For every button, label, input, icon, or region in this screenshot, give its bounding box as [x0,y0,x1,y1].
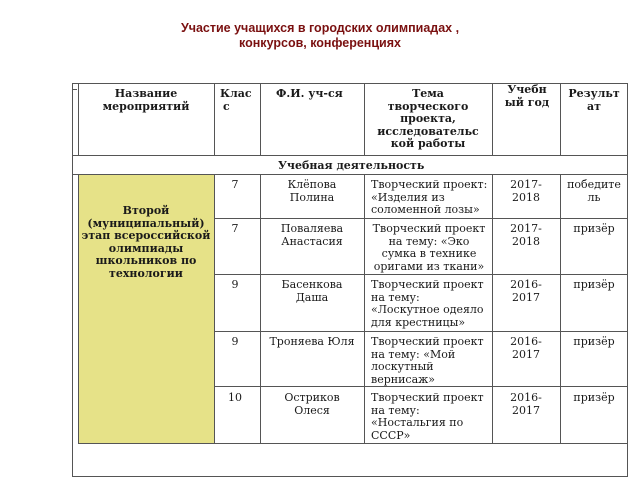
row-topic: Творческий проект на тему: «Эко сумка в технике оригами из ткани» [372,222,486,273]
grid-line [214,218,628,219]
header-grade: Клас с [220,87,252,113]
row-result: победите ль [567,178,621,204]
row-topic: Творческий проект: «Изделия из соломенной лозы» [371,178,488,216]
row-topic: Творческий проект на тему: «Мой лоскутный вернисаж» [371,335,484,386]
row-grade: 9 [231,278,239,291]
row-student: Остриков Олеся [284,391,340,417]
row-result: призёр [573,278,615,291]
grid-line [260,174,261,444]
grid-line [214,274,628,275]
row-student: Басенкова Даша [281,278,343,304]
row-grade: 7 [231,178,239,191]
row-topic: Творческий проект на тему: «Ностальгия по СССР» [371,391,484,442]
row-year: 2016- 2017 [510,278,542,304]
row-grade: 7 [231,222,239,235]
event-name: Второй (муниципальный) этап всероссийской олимпиады школьников по технологии [81,204,211,280]
grid-line [72,83,73,477]
grid-line [492,83,493,155]
row-student: Троняева Юля [269,335,355,348]
grid-line [214,386,628,387]
grid-line [364,83,365,155]
grid-line [72,476,628,477]
page-title-line-1: Участие учащихся в городских олимпиадах , [180,21,460,35]
grid-line [627,83,628,477]
grid-line [364,174,365,444]
row-result: призёр [573,335,615,348]
header-result: Результ ат [568,87,620,113]
row-topic: Творческий проект на тему: «Лоскутное одеяло для крестницы» [371,278,484,329]
row-result: призёр [573,391,615,404]
row-grade: 10 [228,391,242,404]
row-year: 2017- 2018 [510,178,542,204]
grid-line [260,83,261,155]
grid-line [214,174,215,444]
header-topic: Тема творческого проекта, исследовательс кой работы [377,87,479,150]
grid-line [214,83,215,155]
grid-line [72,174,628,175]
grid-line [72,155,628,156]
grid-line [214,331,628,332]
grid-line [78,83,79,155]
row-grade: 9 [231,335,239,348]
section-label: Учебная деятельность [278,159,425,172]
row-result: призёр [573,222,615,235]
header-year: Учебн ый год [504,83,550,109]
row-student: Клёпова Полина [287,178,337,204]
header-student: Ф.И. уч-ся [276,87,343,100]
page-title-line-2: конкурсов, конференциях [239,36,401,50]
row-year: 2017- 2018 [510,222,542,248]
grid-line [78,443,628,444]
page-title [0,21,640,51]
row-student: Поваляева Анастасия [280,222,344,248]
grid-line [78,174,79,444]
row-year: 2016- 2017 [510,391,542,417]
row-year: 2016- 2017 [510,335,542,361]
header-event: Название мероприятий [102,87,190,113]
grid-line [492,174,493,444]
